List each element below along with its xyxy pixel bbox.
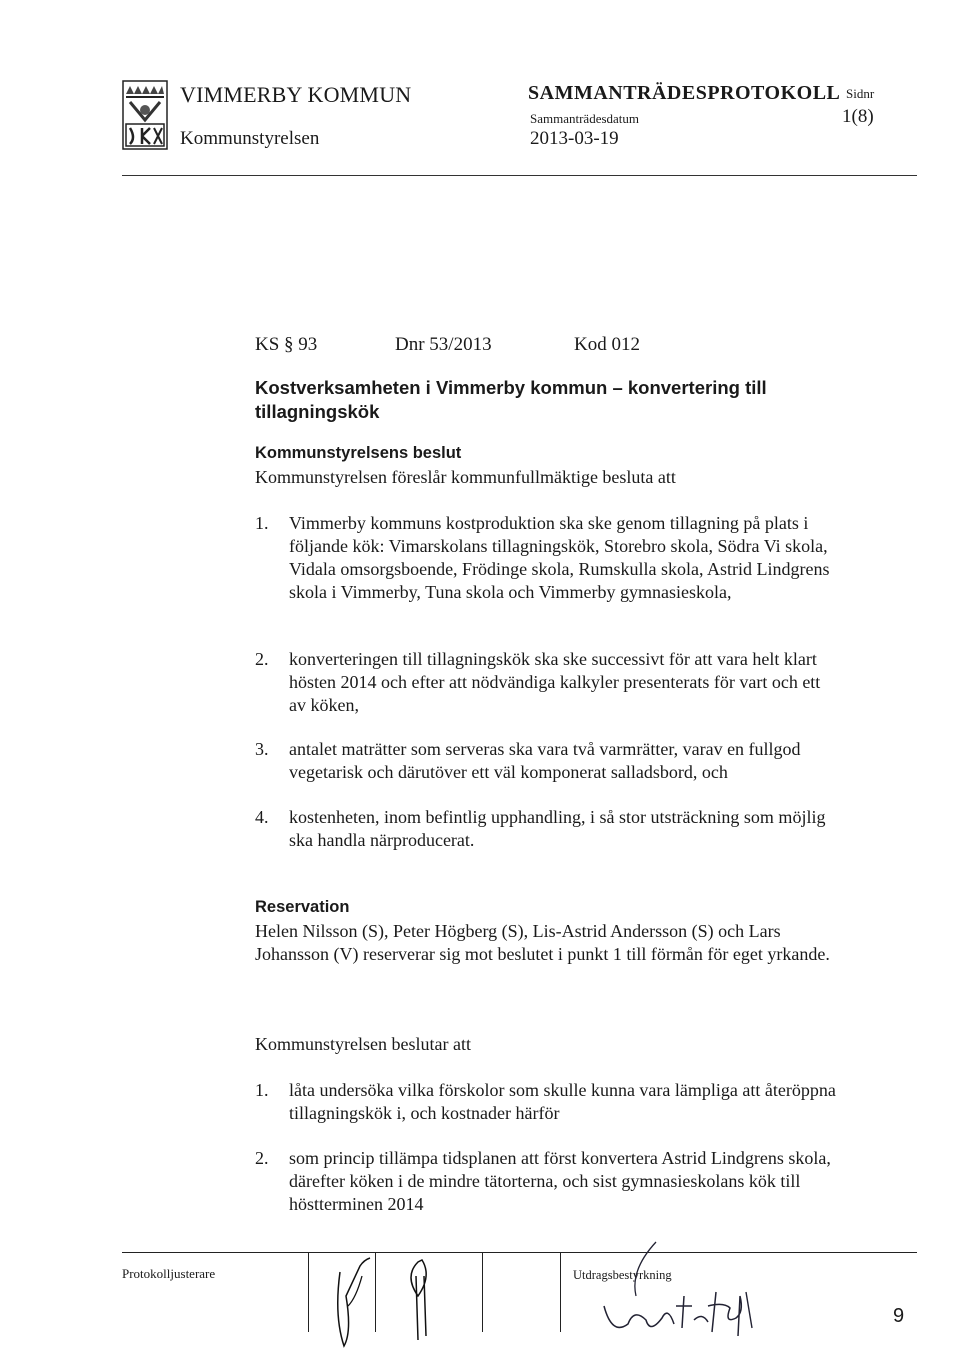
document-type: SAMMANTRÄDESPROTOKOLL — [528, 82, 841, 104]
list-item-text: konverteringen till tillagningskök ska ske successivt för att vara helt klart hösten 2014 och efter att nödvändiga kalkyler presenterats för vart och ett av köken, — [289, 649, 821, 715]
list-item-number: 2. — [255, 1148, 269, 1168]
list-item-number: 3. — [255, 739, 269, 759]
list-item-text: Vimmerby kommuns kostproduktion ska ske genom tillagning på plats i följande kök: Vimarskolans tillagningskök, Storebro skola, Södra Vi skola, Vidala omsorgsboende, Frödinge skola, Rumskulla skola, Astrid Lindgrens skola i Vimmerby, Tuna skola och Vimmerby gymnasieskola, — [289, 513, 830, 602]
reservation-heading: Reservation — [255, 898, 350, 916]
verification-label: Utdragsbestyrkning — [573, 1268, 672, 1282]
municipal-crest-icon — [122, 80, 168, 150]
case-paragraph-number: KS § 93 — [255, 334, 318, 355]
list-item-number: 1. — [255, 1080, 269, 1100]
meeting-date: 2013-03-19 — [530, 128, 619, 149]
verification-signature — [590, 1236, 780, 1350]
decision-intro: Kommunstyrelsen föreslår kommunfullmäktige besluta att — [255, 467, 676, 487]
list-item-number: 1. — [255, 513, 269, 533]
meeting-date-label: Sammanträdesdatum — [530, 111, 640, 126]
case-code: Kod 012 — [574, 334, 640, 355]
organization-name: VIMMERBY KOMMUN — [180, 82, 412, 107]
list-item-text: låta undersöka vilka förskolor som skulle kunna vara lämpliga att återöppna tillagningskök i, och kostnader härför — [289, 1080, 836, 1123]
page-number-label: Sidnr — [846, 86, 875, 101]
page-number: 9 — [893, 1305, 905, 1327]
list-item-number: 4. — [255, 807, 269, 827]
organization-unit: Kommunstyrelsen — [180, 128, 320, 149]
list-item-text: kostenheten, inom befintlig upphandling, i så stor utsträckning som möjlig ska handla närproducerat. — [289, 807, 826, 850]
page-count: 1(8) — [842, 106, 874, 127]
protocol-adjusters-label: Protokolljusterare — [122, 1266, 216, 1281]
matter-title: Kostverksamheten i Vimmerby kommun – konvertering till tillagningskök — [255, 377, 767, 422]
list-item-number: 2. — [255, 649, 269, 669]
reservation-text: Helen Nilsson (S), Peter Högberg (S), Lis-Astrid Andersson (S) och Lars Johansson (V) reserverar sig mot beslutet i punkt 1 till förmån för eget yrkande. — [255, 921, 830, 964]
decision-heading: Kommunstyrelsens beslut — [255, 444, 462, 462]
second-decision-intro: Kommunstyrelsen beslutar att — [255, 1034, 471, 1054]
case-diary-number: Dnr 53/2013 — [395, 334, 492, 355]
header-divider — [122, 175, 917, 176]
list-item-text: som princip tillämpa tidsplanen att först konvertera Astrid Lindgrens skola, därefter köken i de mindre tätorterna, och sist gymnasieskolans kök till höstterminen 2014 — [289, 1148, 831, 1214]
list-item-text: antalet maträtter som serveras ska vara två varmrätter, varav en fullgod vegetarisk och därutöver ett väl komponerat salladsbord, och — [289, 739, 801, 782]
